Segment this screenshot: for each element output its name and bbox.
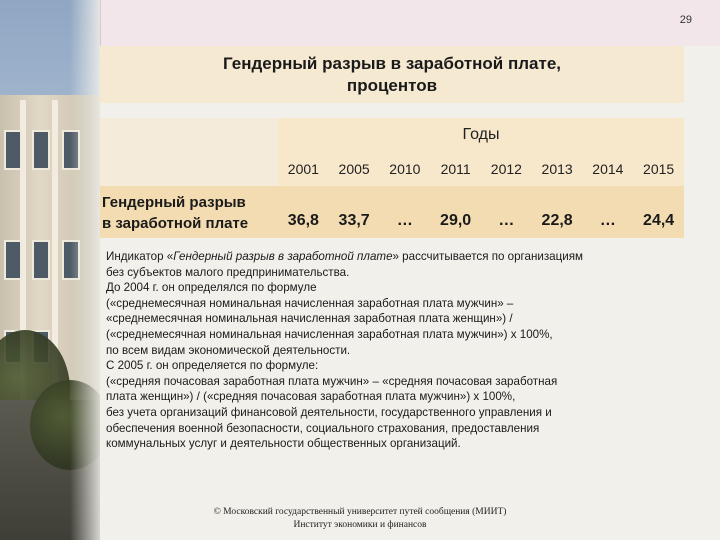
text-line: коммунальных услуг и деятельности общественных организаций. — [106, 437, 461, 451]
text-line: До 2004 г. он определялся по формуле — [106, 281, 317, 295]
values-row — [278, 186, 684, 238]
year-cell: 2005 — [338, 161, 370, 177]
value-cell: … — [396, 212, 413, 229]
text-line: плата женщин») / («средняя почасовая заработная плата мужчин») х 100%, — [106, 390, 516, 404]
footer — [140, 506, 580, 532]
year-cell: 2001 — [287, 161, 319, 177]
value-cell: 24,4 — [643, 212, 675, 229]
value-cell: … — [599, 212, 616, 229]
text-line: («среднемесячная номинальная начисленная заработная плата мужчин» – — [106, 296, 514, 310]
year-cell: 2014 — [592, 161, 624, 177]
text-line: по всем видам экономической деятельности. — [106, 343, 351, 357]
slide-title-line1: Гендерный разрыв в заработной плате, — [223, 53, 561, 73]
value-cell: 33,7 — [338, 212, 370, 229]
year-cell: 2011 — [440, 161, 471, 177]
table-corner — [100, 118, 278, 186]
value-cell: 29,0 — [440, 212, 472, 229]
text-line: обеспечения военной безопасности, социального страхования, предоставления — [106, 421, 540, 435]
text-line: («средняя почасовая заработная плата мужчин» – «средняя почасовая заработная — [106, 374, 558, 388]
row-label-line1: Гендерный разрыв — [102, 194, 246, 211]
title-box — [100, 46, 684, 103]
text-line: («среднемесячная номинальная начисленная заработная плата мужчин») х 100%, — [106, 327, 553, 341]
text-fragment: » рассчитывается по организациям — [392, 250, 583, 263]
footer-institute: Институт экономики и финансов — [293, 520, 427, 530]
years-header: Годы — [278, 118, 684, 153]
value-cell: 36,8 — [287, 212, 319, 229]
text-line: С 2005 г. он определяется по формуле: — [106, 359, 319, 373]
text-line — [106, 249, 686, 265]
text-line: без субъектов малого предпринимательства. — [106, 265, 350, 279]
row-label-line2: в заработной плате — [102, 215, 249, 232]
header-band — [100, 0, 720, 46]
years-row — [278, 152, 684, 186]
building-photo — [0, 0, 100, 540]
methodology-text — [106, 249, 686, 452]
text-line: «среднемесячная номинальная начисленная заработная плата женщин») / — [106, 312, 513, 326]
text-fragment: Индикатор « — [106, 250, 174, 263]
year-cell: 2012 — [490, 161, 522, 177]
year-cell: 2010 — [389, 161, 421, 177]
year-cell: 2015 — [643, 161, 675, 177]
table-row — [100, 186, 684, 238]
indicator-name: Гендерный разрыв в заработной плате — [173, 250, 393, 263]
footer-copyright: © Московский государственный университет путей сообщения (МИИТ) — [213, 507, 507, 517]
value-cell: … — [498, 212, 515, 229]
year-cell: 2013 — [541, 161, 573, 177]
divider — [100, 0, 101, 46]
text-line: без учета организаций финансовой деятельности, государственного управления и — [106, 405, 552, 419]
slide-title-line2: процентов — [346, 75, 438, 95]
value-cell: 22,8 — [541, 212, 573, 229]
row-label — [102, 192, 282, 234]
page-number: 29 — [679, 14, 692, 26]
